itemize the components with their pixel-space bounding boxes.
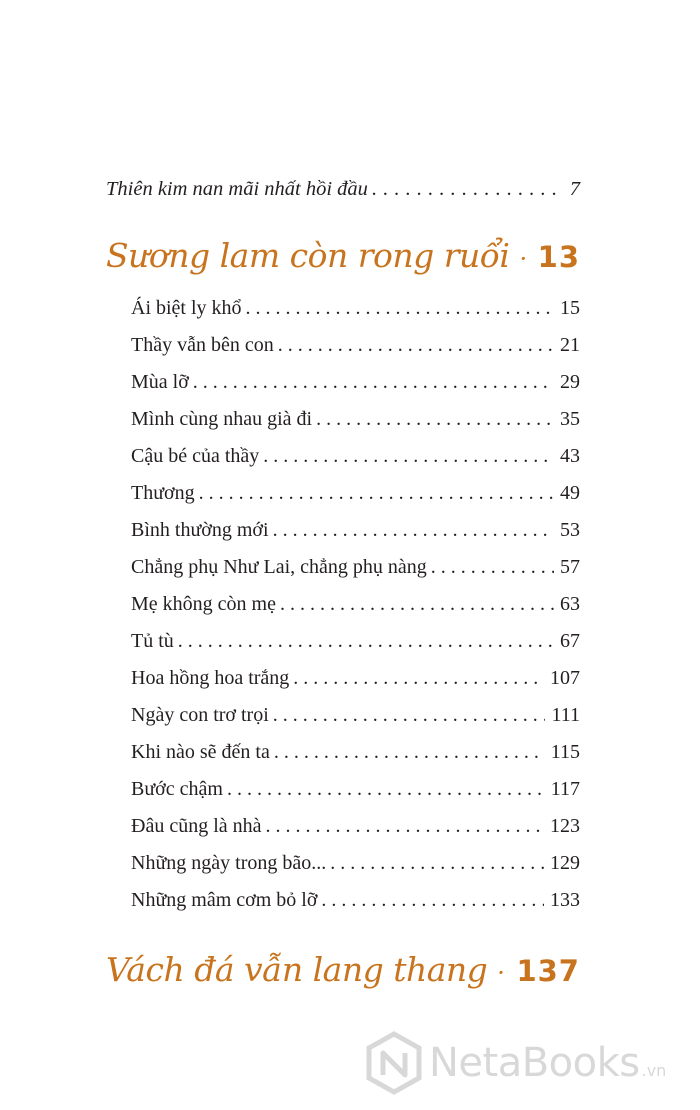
dot-leader [273, 704, 546, 727]
netabooks-logo-icon [365, 1031, 423, 1095]
dot-leader [431, 556, 554, 579]
entry-page: 43 [560, 445, 580, 467]
entry-title: Bình thường mới [131, 519, 269, 541]
entry-title: Ngày con trơ trọi [131, 704, 269, 726]
toc-entry[interactable] [131, 741, 580, 767]
entry-title: Những ngày trong bão... [131, 852, 327, 874]
dot-leader [519, 245, 531, 273]
toc-entry[interactable] [131, 704, 580, 730]
entry-title: Cậu bé của thầy [131, 445, 260, 467]
dot-leader [273, 519, 554, 542]
entry-page: 49 [560, 482, 580, 504]
entry-title: Chẳng phụ Như Lai, chẳng phụ nàng [131, 556, 427, 578]
dot-leader [278, 334, 554, 357]
dot-leader [266, 815, 544, 838]
dot-leader [246, 297, 554, 320]
toc-entry[interactable] [131, 889, 580, 915]
entry-title: Mùa lỡ [131, 371, 189, 393]
toc-intro-line[interactable] [106, 178, 580, 201]
dot-leader [372, 178, 564, 201]
entry-title: Những mâm cơm bỏ lỡ [131, 889, 318, 911]
entry-page: 123 [550, 815, 580, 837]
toc-intro-page: 7 [569, 178, 580, 200]
toc-entry[interactable] [131, 593, 580, 619]
toc-entry[interactable] [131, 667, 580, 693]
toc-entry[interactable] [131, 445, 580, 471]
entry-title: Tủ tù [131, 630, 174, 652]
dot-leader [497, 959, 510, 987]
entry-page: 129 [550, 852, 580, 874]
toc-entry[interactable] [131, 371, 580, 397]
dot-leader [193, 371, 554, 394]
dot-leader [199, 482, 554, 505]
dot-leader [316, 408, 554, 431]
toc-intro-title: Thiên kim nan mãi nhất hồi đầu [106, 178, 368, 200]
entry-page: 117 [550, 778, 580, 800]
entry-page: 29 [560, 371, 580, 393]
toc-entry[interactable] [131, 519, 580, 545]
entry-page: 21 [560, 334, 580, 356]
dot-leader [227, 778, 545, 801]
entry-title: Thương [131, 482, 195, 504]
entry-title: Mẹ không còn mẹ [131, 593, 276, 615]
chapter-page: 137 [516, 954, 580, 988]
dot-leader [280, 593, 554, 616]
watermark [365, 1028, 666, 1098]
entry-title: Hoa hồng hoa trắng [131, 667, 290, 689]
entry-title: Ái biệt ly khổ [131, 297, 242, 319]
entry-title: Đâu cũng là nhà [131, 815, 262, 837]
toc-entry[interactable] [131, 334, 580, 360]
toc-entry[interactable] [131, 815, 580, 841]
entry-page: 63 [560, 593, 580, 615]
entry-page: 53 [560, 519, 580, 541]
chapter-page: 13 [537, 240, 580, 274]
entry-title: Thầy vẫn bên con [131, 334, 274, 356]
entry-title: Bước chậm [131, 778, 223, 800]
chapter-title: Vách đá vẫn lang thang [106, 950, 488, 989]
toc-chapter-2[interactable] [106, 950, 580, 989]
entry-page: 111 [551, 704, 580, 726]
toc-entry[interactable] [131, 630, 580, 656]
dot-leader [330, 852, 544, 875]
entry-page: 115 [550, 741, 580, 763]
entry-title: Khi nào sẽ đến ta [131, 741, 270, 763]
entry-page: 107 [550, 667, 580, 689]
dot-leader [293, 667, 544, 690]
entry-page: 67 [560, 630, 580, 652]
toc-entry[interactable] [131, 556, 580, 582]
watermark-suffix: .vn [641, 1061, 667, 1080]
entry-page: 15 [560, 297, 580, 319]
entry-page: 133 [550, 889, 580, 911]
dot-leader [178, 630, 554, 653]
entry-page: 35 [560, 408, 580, 430]
watermark-brand: NetaBooks [429, 1040, 640, 1086]
chapter-title: Sương lam còn rong ruổi [106, 236, 510, 275]
toc-entry[interactable] [131, 852, 580, 878]
toc-entry[interactable] [131, 297, 580, 323]
dot-leader [321, 889, 544, 912]
dot-leader [274, 741, 545, 764]
toc-entry[interactable] [131, 482, 580, 508]
toc-entry[interactable] [131, 778, 580, 804]
entry-page: 57 [560, 556, 580, 578]
toc-entry[interactable] [131, 408, 580, 434]
entry-title: Mình cùng nhau già đi [131, 408, 313, 430]
toc-chapter-1[interactable] [106, 236, 580, 275]
dot-leader [263, 445, 554, 468]
